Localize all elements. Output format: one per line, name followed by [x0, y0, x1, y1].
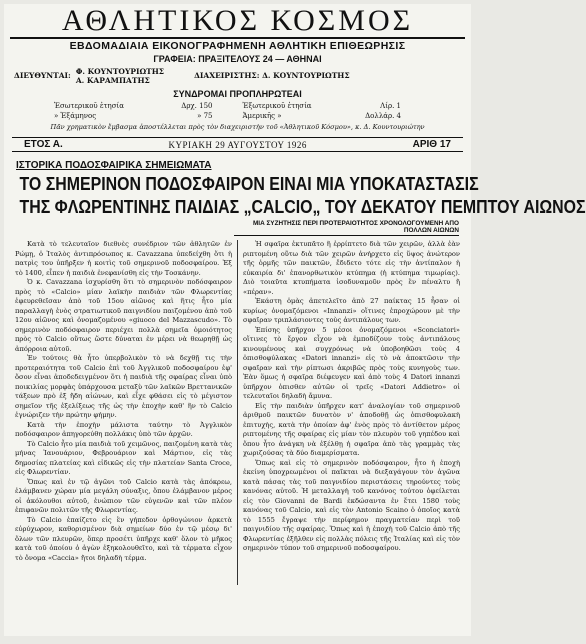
article-body — [10, 240, 465, 585]
year-label: ΕΤΟΣ Α. — [24, 139, 63, 150]
subscription-row: » Ἑξάμηνος » 75 — [54, 112, 213, 120]
issue-date: ΚΥΡΙΑΚΗ 29 ΑΥΓΟΥΣΤΟΥ 1926 — [168, 139, 307, 150]
paragraph: Εἰς τὴν παιδιὰν ὑπῆρχεν κατ' ἀναλογίαν τοῦ σημερινοῦ ἀριθμοῦ παικτῶν δυνατὸν ν' ἀποδοθῇ ὡς ὀπισθοφυλακὴ ἐπιτυχὴς, κατὰ τὴν ὁποίαν ἀφ' ἑνὸς πρὸς τὸ ἀντίθετον μέρος ριπτομένης τῆς σφαίρας εἰς μίαν τὸν πλευρὸν τοῦ γηπέδου καὶ ὅπου ἦτο ἀνάγκη νὰ ἐξέλθῃ ἡ σφαῖρα ἀπὸ τὰς γραμμὰς τὰς χωριζούσας τὰ δύο διαμερίσματα. — [243, 401, 460, 457]
masthead-title: ΑΘΛΗΤΙΚΟΣ ΚΟΣΜΟΣ — [61, 4, 414, 37]
paragraph: Ἐν τούτοις θὰ ἦτο ὑπερβολικὸν τὸ νὰ δεχθῇ τις τὴν προτεραιότητα τοῦ Calcio ἐπὶ τοῦ Ἀγγλικοῦ ποδοσφαίρου ἐφ' ὅσον εἶναι ἀποδεδειγμένον ὅτι ἡ παιδιὰ τῆς σφαίρας εἶναι ὑπὸ ποικιλίας μορφὰς ὑπάρχουσα μεταξὺ τῶν λαϊκῶν Βρεττανικῶν τάξεων πρὸ ἐξ ἤδη αἰώνων, καὶ εἶχε φθάσει εἰς τὸ μέγιστον σημεῖον τῆς ἐξελίξεως τῆς ὡς τὴν ἐποχὴν καθ' ἣν τὸ Calcio ἐγνώριζεν τὴν πρώτην φήμην. — [15, 354, 232, 419]
payment-notice: Πᾶν χρηματικὸν ἔμβασμα ἀποστέλλεται πρὸς τὸν διαχειριστὴν τοῦ «Ἀθλητικοῦ Κόσμου», κ. Δ. Κουντουριώτην — [50, 123, 425, 131]
directors-names — [76, 67, 164, 85]
paragraph: Ὅπως καὶ εἰς τὸ σημερινὸν ποδόσφαιρον, ἦτο ἡ ἐποχὴ ἐκείνη ὑποχρεωμένοι οἱ παῖκται νὰ διεξαγάγουν τὸν ἀγῶνα κατὰ πάσας τὰς τοῦ παιγνιδίου περιστάσεις τηρούντες τοὺς κανόνας αὐτοῦ. Ἡ μεταλλαγὴ τοῦ κανόνος τούτου ὀφείλεται εἰς τὸν Giovanni de Bardi ἐκδώσαντα ἐν ἔτει 1580 τοὺς κανόνας τοῦ Calcio, καὶ εἰς τὸν Antonio Scaino ὁ ὁποῖος κατὰ τὸ 1555 ἔγραψε τὴν περίφημον πραγματείαν περὶ τοῦ παιγνιδίου τῆς σφαίρας. Ὅπως καὶ ἡ ἐποχὴ τοῦ Calcio ἀπὸ τῆς Φλωρεντίας ἐξῆλθεν εἰς πολλὰς πόλεις τῆς Ἰταλίας καὶ εἰς τὸν σημερινὸν τύπον τοῦ σημερινοῦ ποδοσφαίρου. — [243, 458, 460, 552]
subscriptions-foreign — [243, 101, 432, 121]
headline-line-2: ΤΗΣ ΦΛΩΡΕΝΤΙΝΗΣ ΠΑΙΔΙΑΣ „CALCIO„ ΤΟΥ ΔΕΚΑΤΟΥ ΠΕΜΠΤΟΥ ΑΙΩΝΟΣ — [19, 196, 586, 217]
paragraph: Τὸ Calcio ἦτο μία παιδιὰ τοῦ χειμῶνος, παιζομένη κατὰ τὰς μήνας Ἰανουάριον, Φεβρουάριον καὶ Μάρτιον, εἰς τὰς δημοσίας πλατείας καὶ εἰδικῶς εἰς τὴν πλατείαν Santa Croce, εἰς Φλωρεντίαν. — [15, 439, 232, 476]
dateline-bar — [12, 137, 463, 152]
paragraph: Κατὰ τὸ τελευταῖον διεθνὲς συνέδριον τῶν ἀθλητῶν ἐν Ρώμῃ, ὁ Ἰταλὸς ἀντιπρόσωπος κ. Cavazzana ὑπεδείχθη ὅτι ἡ πατρὶς του ὑπῆρξεν ἡ κοιτὶς τοῦ σημερινοῦ ποδοσφαίρου. Ἐξ τὸ 1400, εἶπεν ἡ παιδιὰ ἐνεφανίσθη εἰς τὴν Τοσκάνην. — [15, 240, 232, 277]
paragraph: Τὸ Calcio ἐπαίζετο εἰς ἓν γήπεδον ὀρθογώνιον ἀρκετὰ εὐρύχωρον, καθορισμένον διὰ σημείων δύο ἐν τῷ μέσῳ δι' ὅλων τῶν πλευρῶν, ὅπερ προσέτι ὑπῆρχε καθ' ὅλον τὸ μῆκος κατὰ τοῦ ὁποίου ὁ ἀγὼν ἐξηκολουθεῖτο, καὶ τὰ τέρματα εἶχον τὸ ὄνομα «Caccia» ἤτοι δηλαδὴ τέρμα. — [15, 515, 232, 562]
subscriptions-domestic — [54, 101, 243, 121]
article-column-left — [10, 240, 237, 585]
paragraph: Ἐπίσης ὑπῆρχον 5 μέσοι ὀνομαζόμενοι «Sconciatori» οἵτινες τὸ ἔργον εἶχον νὰ ἐμποδίζουν τοὺς ἀντιπάλους κινουμένους καὶ συγχρόνως νὰ ὑποβοηθῶσι τοὺς 4 ὀπισθοφύλακας «Datori innanzi» εἰς τὸ νὰ ἀποκτῶσιν τὴν σφαῖραν καὶ τὴν ρίπτωσι ἀκριβῶς πρὸς τοὺς κυνηγοὺς των. Ἐὰν ὅμως ἡ σφαῖρα διέφευγεν καὶ ἀπὸ τοὺς 4 Datori innanzi ὑπῆρχον ὀπισθεν αὐτῶν οἱ τρεῖς «Datori Addietro» οἱ τελευταῖοι δηλαδὴ ἄμυνα. — [243, 325, 460, 400]
masthead-office: ΓΡΑΦΕΙΑ: ΠΡΑΞΙΤΕΛΟΥΣ 24 — ΑΘΗΝΑΙ — [153, 54, 322, 64]
masthead-subtitle: ΕΒΔΟΜΑΔΙΑΙΑ ΕΙΚΟΝΟΓΡΑΦΗΜΕΝΗ ΑΘΛΗΤΙΚΗ ΕΠΙΘΕΩΡΗΣΙΣ — [69, 40, 406, 52]
subscriptions-heading: ΣΥΝΔΡΟΜΑΙ ΠΡΟΠΛΗΡΩΤΕΑΙ — [173, 89, 302, 99]
directors-label: ΔΙΕΥΘΥΝΤΑΙ: — [14, 71, 71, 80]
article-column-right — [238, 240, 465, 585]
paragraph: Κατὰ τὴν ἐποχὴν μάλιστα ταύτην τὸ Ἀγγλικὸν ποδόσφαιρον ἀπηγορεύθη πολλάκις ὑπὸ τῶν ἀρχῶν. — [15, 420, 232, 438]
paragraph: Ὁ κ. Cavazzana ἰσχυρίσθη ὅτι τὸ σημερινὸν ποδόσφαιρον πρὸς τὸ «Calcio» μίαν λαϊκὴν παιδιὰν τῶν Φλωρεντίας ἐφευρεθεῖσαν ἀπὸ τοῦ 15ου αἰῶνος καὶ ἥτις ἦτο μία παραλλαγὴ ἑνὸς στρατιωτικοῦ παιγνιδίου παιζομένου ἀπὸ τοῦ 12ου αἰῶνος καὶ ὀνομαζομένου «giuoco del Mazzascudo». Τὸ σημερινὸν ποδόσφαιρον περιέχει πολλὰ σημεῖα ὁμοιότητος πρὸς τὸ Calcio οὕτως ὥστε δύναται ἐν μέρει νὰ θεωρηθῇ ὡς ἀπόρροια αὐτοῦ. — [15, 278, 232, 353]
masthead-rule — [10, 37, 465, 39]
headline-line-1: ΤΟ ΣΗΜΕΡΙΝΟΝ ΠΟΔΟΣΦΑΙΡΟΝ ΕΙΝΑΙ ΜΙΑ ΥΠΟΚΑΤΑΣΤΑΣΙΣ — [19, 173, 479, 194]
editor-line: ΔΙΑΧΕΙΡΙΣΤΗΣ: Δ. ΚΟΥΝΤΟΥΡΙΩΤΗΣ — [194, 71, 350, 80]
paragraph: Ἡ σφαῖρα ἐκτυπᾶτο ἢ ἐρρίπτετο διὰ τῶν χειρῶν, ἀλλὰ ἐὰν ριπτομένη οὕτω διὰ τῶν χειρῶν ἀνήρχετο εἰς ὕψος ἀνώτερον τῆς ὁρμῆς τῶν παικτῶν, ἔδιδετο τότε εἰς τὴν ἀντίπαλον ἡ εὐκαιρία δι' ἐπανορθωτικὸν κτύπημα (ἡ κτύπημα τιμωρίας). Διὸ τοιαῦτα κτυπήματα ἰσοδυναμοῦν πρὸς ἓν πέναλτυ ἢ «πέραν». — [243, 240, 460, 296]
subscription-row: Ἐσωτερικοῦ ἐτησία Δρχ. 150 — [54, 102, 213, 110]
subscriptions-table — [54, 101, 431, 121]
subscription-row: Ἀμερικῆς » Δολλάρ. 4 — [242, 112, 401, 120]
issue-number: ΑΡΙΘ 17 — [412, 139, 451, 150]
paragraph: Ὅπως καὶ ἐν τῷ ἀγῶνι τοῦ Calcio κατὰ τὰς ἀπόκρεω, ἐλάμβανεν χώραν μία μεγάλη σύναξις, ὅπου ἐλάμβανον μέρος οἱ ἀκόλουθοι αὐτοῦ, ἐνώπιον τῶν εὐγενῶν καὶ τῶν πλέον ἐπιφανῶν πολιτῶν τῆς Φλωρεντίας. — [15, 477, 232, 514]
management-block — [14, 67, 461, 85]
director-2: Α. ΚΑΡΑΜΠΑΤΗΣ — [75, 76, 150, 85]
article-kicker: ΙΣΤΟΡΙΚΑ ΠΟΔΟΣΦΑΙΡΙΚΑ ΣΗΜΕΙΩΜΑΤΑ — [16, 160, 212, 171]
paragraph: Ἐκάστη ὁμὰς ἀπετελεῖτο ἀπὸ 27 παίκτας 15 ἦσαν οἱ κυρίως ὀνομαζόμενοι «Innanzi» οἵτινες ἐπροχώρουν μὲ τὴν σφαῖραν τριπλάσιοντες τοὺς ἀντιπάλους των. — [243, 297, 460, 324]
subscription-row: Ἐξωτερικοῦ ἐτησία Λίρ. 1 — [242, 102, 401, 110]
newspaper-page — [4, 4, 586, 636]
article-deck: ΜΙΑ ΣΥΖΗΤΗΣΙΣ ΠΕΡΙ ΠΡΟΤΕΡΑΙΟΤΗΤΟΣ ΧΡΟΝΟΛΟΓΟΥΜΕΝΗ ΑΠΟ ΠΟΛΛΩΝ ΑΙΩΝΩΝ — [234, 220, 459, 236]
director-1: Φ. ΚΟΥΝΤΟΥΡΙΩΤΗΣ — [75, 67, 165, 76]
